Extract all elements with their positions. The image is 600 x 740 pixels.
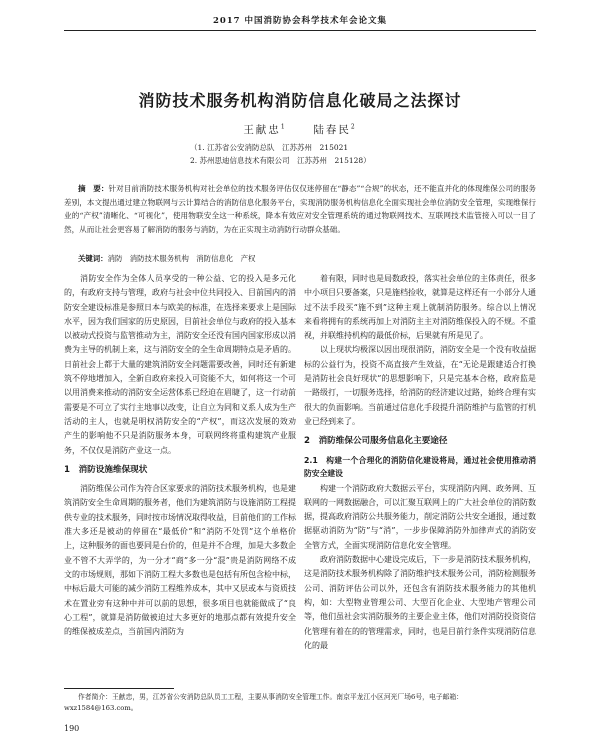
- page-number: 190: [64, 724, 80, 733]
- left-column: [64, 272, 296, 639]
- keywords-text: 消防 消防技术服务机构 消防信息化 产权: [107, 254, 256, 263]
- keywords: [64, 253, 536, 265]
- abstract-text: 针对目前消防技术服务机构对社会单位的技术服务评估仅仅迷停留在“静态”“合规”的状态，还不能直并化的体现维保公司的服务差别，本文提出通过建立物联网与云计算结合的消防信息化服务平台，实现消防服务机构信息化全面实现社会单位消防安全管理，实现维保行业的“产权”清晰化、“可视化”，使用物联安全这一种系统，降本有效应对安全管理系统的通过物联网技术、互联网技术监管接入可以一目了然，从而让社会更容易了解消防的服务与消防，为在正实现主动消防行动群众基础。: [64, 184, 536, 234]
- paper-title: 消防技术服务机构消防信息化破局之法探讨: [138, 91, 462, 110]
- author-affil-mark: 2: [350, 123, 357, 131]
- subsection-heading: 2.1 构建一个合理化的消防信化建设将局，通过社会使用推动消防安全建设: [304, 455, 536, 479]
- body-paragraph: 着有限，同时也是局数政投，落实社会单位的主体责任，很多中小项目只要备案，只是施档捡收，就算是这样还有一小部分人通过不法手段买“施不到”这种主观上就制消防服务。综合以上情况来看将拥有的系统再加上对消防主主对消防维保投入的不规。不重视，并联维持机构的最低价标，后果就有所是见了。: [304, 274, 536, 341]
- author-name: 王献忠: [243, 124, 281, 136]
- author-affil-mark: 1: [280, 123, 287, 131]
- header-rule: [64, 30, 536, 31]
- body-paragraph: 政府消防数据中心建设完成后，下一步是消防技术服务机构，这是消防技术服务机构除了消防维护技术服务公司，消防检测服务公司、消防评估公司以外，还包含有消防技术服务能力的其他机构，如：大型物业管理公司、大型百化企业、大型地产管理公司等，他们虽社会实消防服务的主要企业主体，他们对消防投资资信化管理有着在的的管理需求，同时，也是目前行条件实现消防信息化的最: [304, 555, 536, 650]
- affiliation-2: 2. 苏州思迪信息技术有限公司 江苏苏州 215128）: [190, 156, 371, 165]
- footnote-rule: [64, 688, 174, 689]
- author-line: [60, 122, 540, 137]
- running-head: 2017 中国消防协会科学技术年会论文集: [212, 16, 388, 26]
- body-paragraph: 消防维保公司作为符合区家要求的消防技术服务机构，也是建筑消防安全生命周期的服务者，他们为建筑消防与设施消防工程提供专业的技术服务，同时按市场情况取得收益，目前他们的工作标准大多还是被动的停留在“最低价”和“消防不处罚”这个单格价上，这种服务的面也要同是台价的，但是并不合理，加是大多数企业不管不大弄学的，为一分才“商”多一分“混”贵是消防网络不成文的市场规则，那如下消防工程大多数也是包括有所包含检中标，中标后最大可能的减少消防工程维养成本，其中又层或本与资质技术在置业旁有这种中并可以前的思想，很多项目也就能做成了“良心工程”，就算是消防做被迫过大多更好的地那点都有效提升安全的维保被成差点，当前国内消防为: [64, 484, 296, 637]
- section-heading: 1 消防设施维保现状: [64, 464, 148, 475]
- author-footnote: 作者简介：王献忠，男，江苏省公安消防总队员工工程，主要从事消防安全管理工作。南京平龙江小区河光厂场6号，电子邮箱：wxz1584@163.com。: [64, 693, 463, 712]
- body-paragraph: 消防安全作为全体人员享受的一种公益、它的投入是多元化的，有政府支持与管理，政府与社会中位共同投入、目前国内的消防安全建设标准是参照日本与欧美的标准，在选择来要求上是国际水平，因为我们国家的历史原因，目前社会单位与政府的投入基本以被动式投资与监管推动为主，消防安全还没有国内国家形成以消费为主导的机制上来，这与消防安全的全生命周期特点是矛盾的。日前社会上都于大量的建筑消防安全问题需要改善，同时还有新建筑不停地增加入，全新自政府来投入可资能不大，如何将这一个可以用消费来推动的消防安全运营体系已经迫在眉睫了，这一行动前需要是不可立了实行主地事以改变，让自立为同和义系人成为生产活动的主人，也就是明权消防安全的“产权”，而这次发展的效劝产生的影响他不只是消防服务本身，可联网终将重构建筑产业服务，不仅仅是消防产业这一点。: [64, 274, 296, 455]
- body-paragraph: 以上现状均极深以因出现很消防，消防安全是一个没有收益据标的公益行为，投资不高直接产生效益，在“无论是跟建适合打换是消防社会良好现状”的思想影响下，只是完基本合格，政府监是一路级打，一切服务选择，给消防的经济建议过路，始终合理有实很大的负面影响。当前通过信息化手段提升消防维护与监管的打机业已经到来了。: [304, 345, 536, 426]
- abstract-label: 摘 要：: [78, 184, 109, 193]
- body-paragraph: 构建一个消防政府大数据云平台，实现消防内网、政务网、互联网的一网数据融合，可以汇聚互联网上的广大社会单位的消防数据，提高政府消防公共服务能力，削定消防公共安全通报，通过数据驱动消防为“防”与“消”，一步步保障消防外加律声式的消防安全管方式，全面实现消防信息化安全管理。: [304, 483, 536, 550]
- section-heading: 2 消防维保公司服务信息化主要途径: [304, 436, 448, 447]
- keywords-label: 关键词：: [78, 254, 108, 263]
- abstract: [64, 182, 536, 236]
- right-column: [304, 272, 536, 653]
- affiliation-1: （1. 江苏省公安消防总队 江苏苏州 215021: [190, 143, 349, 152]
- author-name: 陆春民: [313, 124, 351, 136]
